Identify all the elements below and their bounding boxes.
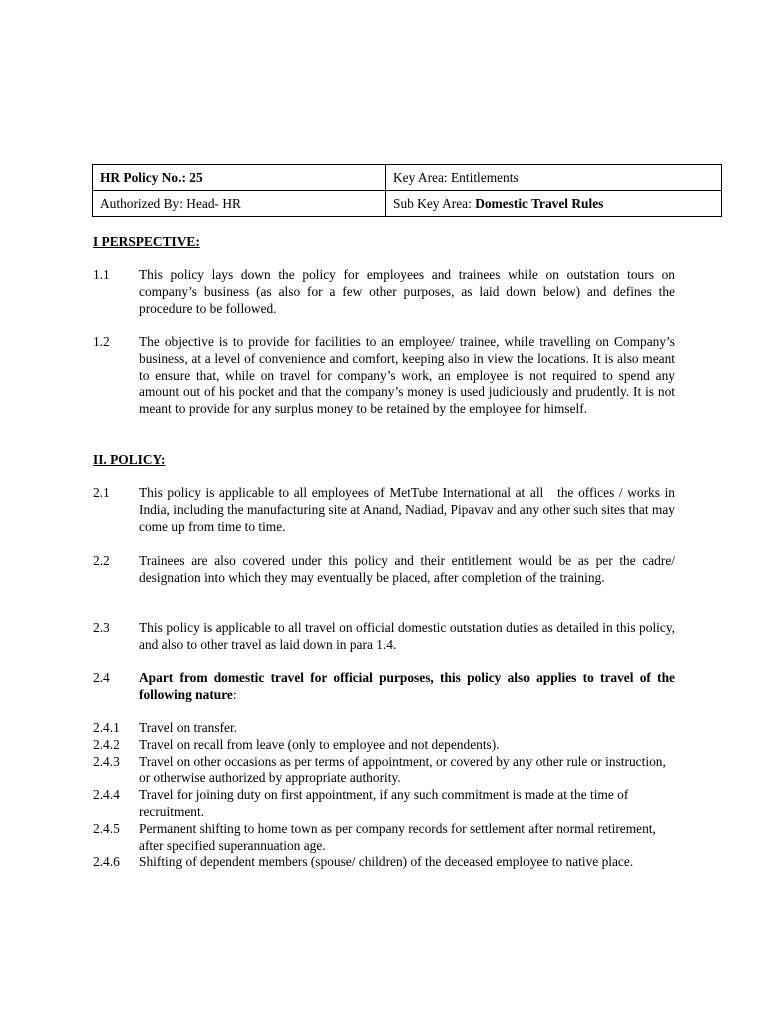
list-item-text: Travel on other occasions as per terms of appointment, or covered by any other rule or instruction, or otherwise authorized by appropriate authority. [139, 753, 666, 786]
list-item [93, 821, 675, 855]
paragraph-text: This policy is applicable to all travel on official domestic outstation duties as detailed in this policy, and also to other travel as laid down in para 1.4. [139, 620, 675, 652]
paragraph-bold-text: Apart from domestic travel for official purposes, this policy also applies to travel of the following nature [139, 670, 675, 702]
list-item [93, 854, 675, 871]
paragraph-2-3 [93, 620, 675, 654]
paragraph-number: 1.2 [93, 334, 110, 349]
key-area-cell: Key Area: Entitlements [386, 165, 722, 191]
list-item [93, 754, 675, 788]
list-item-number: 2.4.1 [93, 720, 120, 735]
paragraph-number: 2.2 [93, 553, 110, 568]
list-item [93, 720, 675, 737]
paragraph-number: 1.1 [93, 267, 110, 282]
section-heading-perspective: I PERSPECTIVE: [93, 234, 200, 249]
list-item-text: Shifting of dependent members (spouse/ children) of the deceased employee to native place. [139, 854, 634, 870]
paragraph-number: 2.3 [93, 620, 110, 635]
paragraph-2-1 [93, 485, 679, 535]
policy-number-cell: HR Policy No.: 25 [93, 165, 386, 191]
authorized-by-cell: Authorized By: Head- HR [93, 191, 386, 217]
list-item-number: 2.4.3 [93, 753, 120, 769]
header-row-1 [93, 165, 722, 191]
list-item-text: Travel for joining duty on first appointment, if any such commitment is made at the time of recruitment. [139, 787, 629, 819]
list-item-text: Permanent shifting to home town as per company records for settlement after normal retirement, after specified superannuation age. [139, 820, 656, 853]
list-item-text: Travel on transfer. [139, 720, 238, 735]
paragraph-text: This policy lays down the policy for employees and trainees while on outstation tours on company’s business (as also for a few other purposes, as laid down below) and defines the procedure to be followed. [139, 267, 675, 316]
header-row-2 [93, 191, 722, 217]
list-item [93, 787, 675, 821]
list-item-text: Travel on recall from leave (only to employee and not dependents). [139, 736, 500, 752]
paragraph-suffix: : [232, 686, 237, 702]
paragraph-2-4 [93, 670, 675, 704]
paragraph-text: This policy is applicable to all employees of MetTube International at all the offices / works in India, including the manufacturing site at Anand, Nadiad, Pipavav and any other such sites that may come up from time to time. [139, 485, 679, 534]
list-item-number: 2.4.4 [93, 787, 120, 803]
paragraph-text [139, 670, 675, 704]
sub-key-area-prefix: Sub Key Area: [393, 196, 476, 211]
policy-header-table [92, 164, 722, 217]
list-item-number: 2.4.2 [93, 736, 120, 752]
paragraph-number: 2.4 [93, 670, 110, 685]
travel-nature-list [93, 720, 675, 871]
paragraph-1-1 [93, 267, 675, 317]
list-item-number: 2.4.5 [93, 820, 120, 836]
section-heading-policy: II. POLICY: [93, 452, 166, 467]
list-item-number: 2.4.6 [93, 854, 120, 870]
paragraph-text: The objective is to provide for facilities to an employee/ trainee, while travelling on Company’s business, at a level of convenience and comfort, keeping also in view the locations. It is also meant to ensure that, while on travel for company’s work, an employee is not required to spend any amount out of his pocket and that the company’s money is used judiciously and prudently. It is not meant to provide for any surplus money to be retained by the employee for himself. [139, 334, 675, 417]
sub-key-area-cell [386, 191, 722, 217]
list-item [93, 737, 675, 754]
sub-key-area-value: Domestic Travel Rules [475, 196, 604, 211]
paragraph-text: Trainees are also covered under this policy and their entitlement would be as per the cadre/ designation into which they may eventually be placed, after completion of the training. [139, 553, 675, 585]
paragraph-number: 2.1 [93, 485, 110, 500]
paragraph-1-2 [93, 334, 675, 418]
paragraph-2-2 [93, 553, 675, 587]
